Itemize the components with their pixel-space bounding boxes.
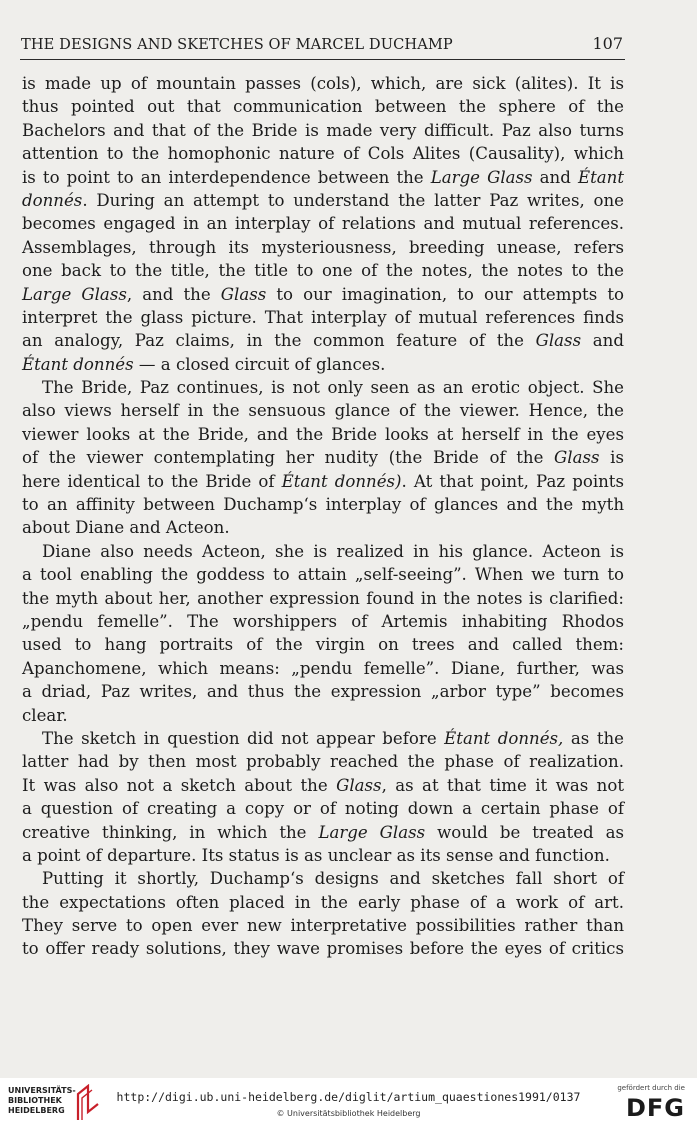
text-line: It was also not a sketch about the Glass, as at that time it was not: [22, 775, 624, 795]
text-line: Bachelors and that of the Bride is made very difficult. Paz also turns: [22, 120, 624, 140]
library-line: HEIDELBERG: [8, 1106, 65, 1115]
running-header: [20, 33, 625, 60]
text-line: a tool enabling the goddess to attain „self-seeing”. When we turn to: [22, 565, 624, 585]
text-line: viewer looks at the Bride, and the Bride looks at herself in the eyes: [22, 424, 624, 444]
viewer-footer: [0, 1078, 697, 1130]
text-line: „pendu femelle”. The worshippers of Artemis inhabiting Rhodos: [22, 611, 624, 631]
text-line: one back to the title, the title to one of the notes, the notes to the: [22, 261, 624, 281]
text-line: also views herself in the sensuous glance of the viewer. Hence, the: [22, 401, 624, 421]
text-line: latter had by then most probably reached the phase of realization.: [22, 752, 624, 772]
text-line: attention to the homophonic nature of Cols Alites (Causality), which: [22, 144, 624, 164]
text-line: creative thinking, in which the Large Glass would be treated as: [22, 822, 624, 842]
dfg-wordmark: DFG: [625, 1094, 685, 1122]
text-line: Assemblages, through its mysteriousness, breeding unease, refers: [22, 237, 624, 257]
text-line: to an affinity between Duchamp‘s interplay of glances and the myth: [22, 495, 624, 515]
copyright-notice: © Universitätsbibliothek Heidelberg: [276, 1109, 421, 1118]
dfg-logo[interactable]: [615, 1084, 685, 1124]
running-title: THE DESIGNS AND SKETCHES OF MARCEL DUCHAMP: [21, 36, 453, 53]
library-line: BIBLIOTHEK: [8, 1096, 62, 1105]
text-line: a question of creating a copy or of noting down a certain phase of: [22, 799, 624, 819]
page-url-link[interactable]: http://digi.ub.uni-heidelberg.de/diglit/artium_quaestiones1991/0137: [116, 1090, 581, 1104]
library-line: UNIVERSITÄTS-: [8, 1086, 76, 1095]
text-line: The sketch in question did not appear before Étant donnés, as the: [42, 728, 624, 748]
text-line: the myth about her, another expression found in the notes is clarified:: [22, 588, 624, 608]
text-line: to offer ready solutions, they wave promises before the eyes of critics: [22, 939, 624, 959]
text-line: used to hang portraits of the virgin on trees and called them:: [22, 635, 624, 655]
funded-by-label: gefördert durch die: [617, 1084, 685, 1092]
page-number: 107: [592, 34, 623, 53]
text-line: Putting it shortly, Duchamp‘s designs and sketches fall short of: [42, 869, 624, 889]
text-line: becomes engaged in an interplay of relations and mutual references.: [22, 214, 624, 234]
text-line: the expectations often placed in the early phase of a work of art.: [22, 892, 624, 912]
text-line: of the viewer contemplating her nudity (the Bride of the Glass is: [22, 448, 624, 468]
text-line: a point of departure. Its status is as unclear as its sense and function.: [22, 845, 610, 865]
text-line: is made up of mountain passes (cols), which, are sick (alites). It is: [22, 74, 624, 93]
text-line: clear.: [22, 705, 68, 725]
text-line: a driad, Paz writes, and thus the expression „arbor type” becomes: [22, 682, 624, 702]
text-line: an analogy, Paz claims, in the common feature of the Glass and: [22, 331, 624, 351]
body-text: [22, 72, 624, 961]
text-line: The Bride, Paz continues, is not only seen as an erotic object. She: [42, 378, 624, 398]
text-line: Étant donnés — a closed circuit of glances.: [22, 354, 386, 374]
text-line: donnés. During an attempt to understand the latter Paz writes, one: [22, 190, 624, 210]
text-line: They serve to open ever new interpretative possibilities rather than: [22, 916, 624, 936]
text-line: Large Glass, and the Glass to our imagination, to our attempts to: [22, 284, 624, 304]
text-line: is to point to an interdependence between the Large Glass and Étant: [22, 167, 624, 187]
text-line: interpret the glass picture. That interplay of mutual references finds: [22, 307, 624, 327]
text-line: thus pointed out that communication between the sphere of the: [22, 97, 624, 117]
text-line: here identical to the Bride of Étant donnés). At that point, Paz points: [22, 471, 624, 491]
text-line: Diane also needs Acteon, she is realized in his glance. Acteon is: [42, 541, 624, 561]
text-line: Apanchomene, which means: „pendu femelle”. Diane, further, was: [22, 658, 624, 678]
text-line: about Diane and Acteon.: [22, 518, 230, 538]
